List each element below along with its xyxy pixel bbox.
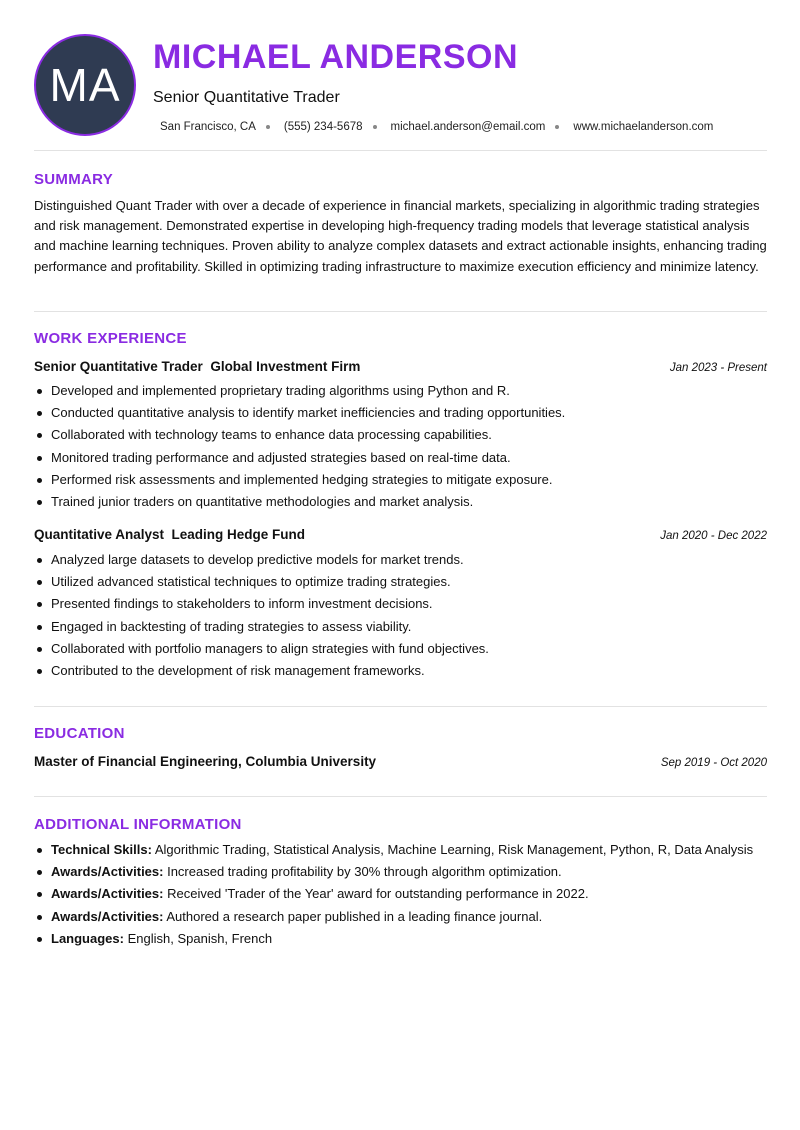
job-role bbox=[34, 527, 305, 542]
job-header bbox=[34, 527, 767, 542]
list-item: Collaborated with technology teams to enhance data processing capabilities. bbox=[34, 424, 769, 446]
summary-text: Distinguished Quant Trader with over a decade of experience in financial markets, specializing in algorithmic trading strategies and risk management. Demonstrated expertise in developing high-frequency trading models that leverage statistical analysis and machine learning techniques. Proven ability to analyze complex datasets and extract actionable insights, enhancing trading performance and profitability. Skilled in optimizing trading infrastructure to maximize execution efficiency and minimize latency. bbox=[34, 198, 767, 274]
list-item: Trained junior traders on quantitative methodologies and market analysis. bbox=[34, 491, 769, 513]
list-item bbox=[34, 861, 769, 883]
divider bbox=[34, 150, 767, 151]
education-entry bbox=[34, 754, 767, 769]
avatar-initials: MA bbox=[49, 59, 121, 111]
list-item: Analyzed large datasets to develop predictive models for market trends. bbox=[34, 549, 769, 571]
contact-location: San Francisco, CA bbox=[160, 121, 256, 133]
item-text: Authored a research paper published in a leading finance journal. bbox=[166, 908, 543, 924]
separator-dot bbox=[555, 125, 559, 129]
list-item: Monitored trading performance and adjusted strategies based on real-time data. bbox=[34, 447, 769, 469]
list-item: Collaborated with portfolio managers to align strategies with fund objectives. bbox=[34, 638, 769, 660]
contact-website[interactable]: www.michaelanderson.com bbox=[573, 121, 714, 133]
job-position: Senior Quantitative Trader bbox=[34, 359, 203, 374]
degree: Master of Financial Engineering, Columbia University bbox=[34, 754, 377, 769]
experience-heading: WORK EXPERIENCE bbox=[34, 330, 187, 347]
list-item: Utilized advanced statistical techniques to optimize trading strategies. bbox=[34, 571, 769, 593]
item-label: Awards/Activities: bbox=[51, 864, 164, 880]
item-text: Algorithmic Trading, Statistical Analysis, Machine Learning, Risk Management, Python, R, Data Analysis bbox=[154, 842, 754, 857]
job-company: Leading Hedge Fund bbox=[171, 527, 306, 542]
list-item bbox=[34, 883, 769, 905]
divider bbox=[34, 706, 767, 707]
contact-email[interactable]: michael.anderson@email.com bbox=[390, 121, 546, 133]
separator-dot bbox=[266, 125, 270, 129]
avatar bbox=[34, 34, 136, 136]
separator-dot bbox=[373, 125, 377, 129]
item-label: Awards/Activities: bbox=[51, 908, 164, 924]
job-position: Quantitative Analyst bbox=[34, 527, 165, 542]
divider bbox=[34, 311, 767, 312]
list-item: Presented findings to stakeholders to inform investment decisions. bbox=[34, 593, 769, 615]
education-dates: Sep 2019 - Oct 2020 bbox=[660, 757, 767, 769]
list-item bbox=[34, 928, 769, 950]
job-header bbox=[34, 359, 767, 374]
contact-phone: (555) 234-5678 bbox=[283, 121, 363, 133]
summary-heading: SUMMARY bbox=[34, 171, 114, 188]
job-title-headline: Senior Quantitative Trader bbox=[153, 89, 340, 106]
item-text: Received 'Trader of the Year' award for outstanding performance in 2022. bbox=[167, 886, 589, 902]
item-label: Technical Skills: bbox=[51, 842, 152, 857]
job-company: Global Investment Firm bbox=[210, 359, 361, 374]
list-item: Conducted quantitative analysis to identify market inefficiencies and trading opportunities. bbox=[34, 402, 769, 424]
additional-list bbox=[34, 839, 769, 950]
list-item: Contributed to the development of risk management frameworks. bbox=[34, 660, 769, 682]
list-item bbox=[34, 839, 769, 861]
list-item bbox=[34, 906, 769, 928]
item-label: Languages: bbox=[51, 930, 124, 946]
education-heading: EDUCATION bbox=[34, 725, 125, 742]
list-item: Developed and implemented proprietary trading algorithms using Python and R. bbox=[34, 380, 769, 402]
divider bbox=[34, 796, 767, 797]
item-label: Awards/Activities: bbox=[51, 886, 164, 902]
list-item: Engaged in backtesting of trading strategies to assess viability. bbox=[34, 616, 769, 638]
list-item: Performed risk assessments and implemented hedging strategies to mitigate exposure. bbox=[34, 469, 769, 491]
contact-bar bbox=[160, 121, 713, 133]
job-role bbox=[34, 359, 360, 374]
job-bullets bbox=[34, 380, 769, 513]
job-dates: Jan 2023 - Present bbox=[669, 362, 767, 374]
additional-heading: ADDITIONAL INFORMATION bbox=[34, 816, 242, 833]
job-bullets bbox=[34, 549, 769, 682]
job-dates: Jan 2020 - Dec 2022 bbox=[660, 530, 767, 542]
candidate-name: MICHAEL ANDERSON bbox=[153, 38, 519, 76]
item-text: Increased trading profitability by 30% through algorithm optimization. bbox=[167, 864, 562, 880]
item-text: English, Spanish, French bbox=[127, 930, 273, 946]
